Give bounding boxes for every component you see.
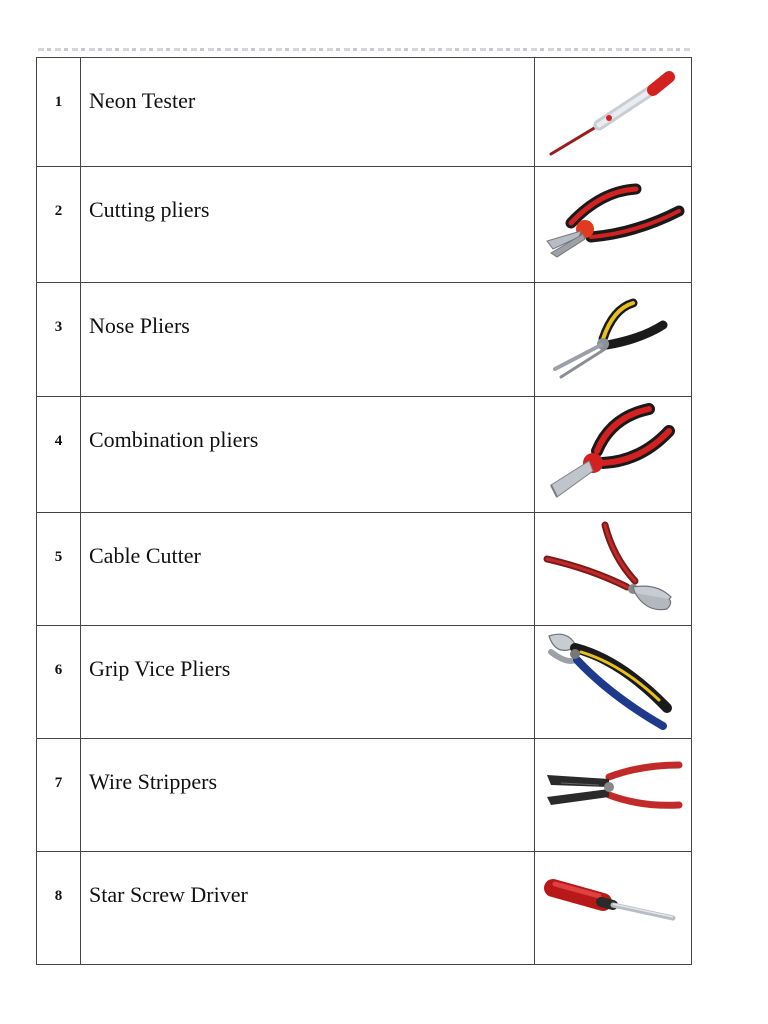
cutting-pliers-icon — [541, 171, 686, 276]
row-number: 6 — [54, 662, 63, 678]
combination-pliers-icon — [541, 401, 686, 509]
tool-name-cell — [81, 739, 535, 852]
tool-name-cell — [81, 513, 535, 626]
tool-image-cell — [535, 852, 692, 965]
tool-image-cell — [535, 283, 692, 397]
tool-name-cell — [81, 283, 535, 397]
row-number: 4 — [54, 433, 63, 449]
tool-name: Grip Vice Pliers — [89, 656, 231, 681]
tool-image-cell — [535, 397, 692, 513]
cable-cutter-icon — [541, 517, 686, 622]
tool-image-cell — [535, 167, 692, 283]
wire-strippers-icon — [541, 743, 686, 843]
tool-name-cell — [81, 397, 535, 513]
row-number: 1 — [54, 94, 63, 110]
table-row — [37, 739, 692, 852]
row-number-cell — [37, 739, 81, 852]
table-row — [37, 167, 692, 283]
row-number-cell — [37, 513, 81, 626]
row-number: 7 — [54, 775, 63, 791]
grip-vice-pliers-icon — [541, 630, 686, 735]
tool-name: Star Screw Driver — [89, 882, 248, 907]
tools-table — [36, 57, 692, 965]
tool-name-cell — [81, 852, 535, 965]
tool-name: Nose Pliers — [89, 313, 190, 338]
row-number-cell — [37, 397, 81, 513]
table-row — [37, 626, 692, 739]
star-screw-driver-icon — [541, 856, 686, 956]
tool-name-cell — [81, 167, 535, 283]
tool-name: Cable Cutter — [89, 543, 201, 568]
row-number-cell — [37, 852, 81, 965]
table-row — [37, 513, 692, 626]
row-number: 2 — [54, 203, 63, 219]
row-number-cell — [37, 167, 81, 283]
tool-name-cell — [81, 626, 535, 739]
tool-name-cell — [81, 58, 535, 167]
tool-name: Combination pliers — [89, 427, 259, 452]
row-number: 3 — [54, 319, 63, 335]
nose-pliers-icon — [541, 287, 681, 387]
row-number-cell — [37, 283, 81, 397]
scan-header-strip — [38, 48, 690, 51]
tool-image-cell — [535, 513, 692, 626]
neon-tester-icon — [541, 62, 681, 162]
table-row — [37, 852, 692, 965]
table-row — [37, 397, 692, 513]
table-row — [37, 58, 692, 167]
row-number: 5 — [54, 549, 63, 565]
row-number: 8 — [54, 888, 63, 904]
tool-image-cell — [535, 58, 692, 167]
table-row — [37, 283, 692, 397]
tool-name: Cutting pliers — [89, 197, 210, 222]
tool-name: Wire Strippers — [89, 769, 218, 794]
row-number-cell — [37, 58, 81, 167]
tool-name: Neon Tester — [89, 88, 196, 113]
tool-image-cell — [535, 739, 692, 852]
tool-image-cell — [535, 626, 692, 739]
row-number-cell — [37, 626, 81, 739]
